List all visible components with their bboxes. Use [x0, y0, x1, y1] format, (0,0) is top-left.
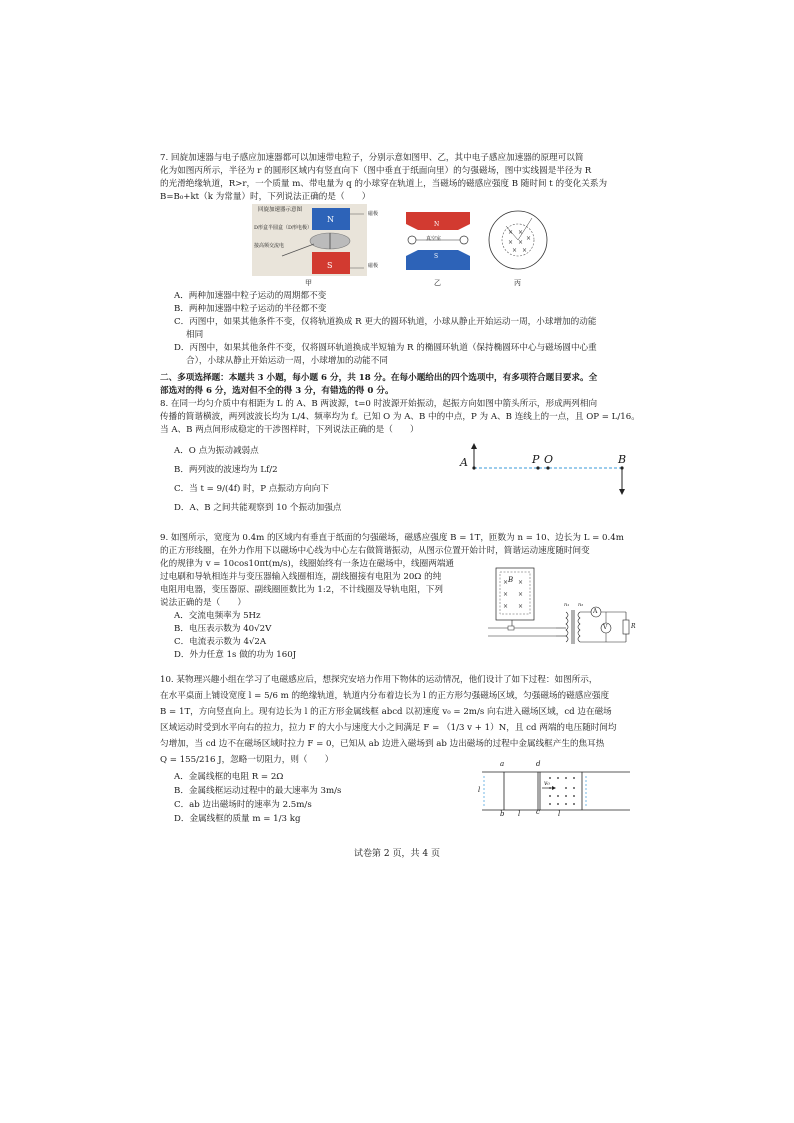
q8-wave-figure [458, 440, 638, 500]
yi-label-vacuum: 真空室 [426, 236, 442, 242]
q10-label-l-field: l [558, 810, 561, 818]
q9-line: 电阻用电器，变压器原、副线圈匝数比为 1:2，不计线圈及导轨电阻，下列 [160, 585, 443, 595]
q9-line: 化的规律为 v = 10cos10πt(m/s)，线圈始终有一条边在磁场中，线圈两端通 [160, 559, 455, 569]
q8-label-O: O [544, 453, 554, 466]
question-10-stem [160, 672, 617, 768]
q9-line: 的正方形线圈，在外力作用下以磁场中心线为中心左右做简谐振动，从图示位置开始计时，简谐运动速度随时间变 [160, 546, 590, 556]
q9-option-b: B．电压表示数为 40√2V [174, 624, 272, 634]
q10-label-a: a [500, 760, 505, 768]
q9-line: 过电刷和导轨相连并与变压器输入线圈相连，副线圈接有电阻为 20Ω 的纯 [160, 572, 442, 582]
q10-line: 10. 某物理兴趣小组在学习了电磁感应后，想探究安培力作用下物体的运动情况，他们设计了如下过程：如图所示， [160, 675, 598, 685]
page-footer: 试卷第 2 页，共 4 页 [354, 849, 440, 859]
q7-line: 的光滑绝缘轨道，R>r，一个质量 m、带电量为 q 的小球穿在轨道上，当磁场的磁感应强度 B 随时间 t 的变化关系为 [160, 179, 608, 189]
jia-label-pole-bottom: 磁极 [368, 263, 379, 269]
q7-line: 化为如图丙所示，半径为 r 的圆形区域内有竖直向下（图中垂直于纸面向里）的匀强磁场，图中实线圆是半径为 R [160, 166, 592, 176]
q8-option-d: D．A、B 之间共能观察到 10 个振动加强点 [174, 503, 342, 513]
svg-text:×: × [518, 603, 524, 610]
q7-option-d-cont: 合），小球从静止开始运动一周，小球增加的动能不同 [186, 356, 388, 366]
section-2-header [160, 372, 597, 398]
q10-line: Q = 155/216 J，忽略一切阻力，则（ ） [160, 755, 334, 765]
q7-line: 7. 回旋加速器与电子感应加速器都可以加速带电粒子，分别示意如图甲、乙，其中电子感应加速器的原理可以简 [160, 153, 584, 163]
svg-text:×: × [512, 247, 518, 254]
question-7-stem [160, 152, 607, 204]
svg-text:N: N [434, 221, 440, 228]
jia-label-d-box: D形盒半圆盒（D形电极） [254, 225, 313, 231]
caption-bing: 丙 [514, 279, 521, 287]
q9-option-d: D．外力任意 1s 做的功为 160J [174, 650, 297, 660]
q10-line: 匀增加，当 cd 边不在磁场区域时拉力 F = 0，已知从 ab 边进入磁场到 ab 边出磁场的过程中金属线框产生的焦耳热 [160, 739, 605, 749]
svg-text:×: × [508, 229, 514, 236]
q10-label-c: c [536, 808, 540, 816]
svg-text:×: × [518, 239, 524, 246]
q7-option-a: A．两种加速器中粒子运动的周期都不变 [174, 291, 327, 301]
q9-option-c: C．电流表示数为 4√2A [174, 637, 267, 647]
q8-option-c: C．当 t = 9/(4f) 时，P 点振动方向向下 [174, 484, 329, 494]
q9-option-a: A．交流电频率为 5Hz [174, 611, 261, 621]
q9-circuit-figure [486, 562, 636, 652]
jia-label-ac: 接高频交流电 [254, 243, 285, 249]
q9-label-n2: n₂ [578, 602, 584, 608]
q8-line: 当 A、B 两点间形成稳定的干涉图样时，下列说法正确的是（ ） [160, 425, 419, 435]
svg-text:N: N [327, 215, 334, 224]
q7-line: B=B₀+kt（k 为常量）时，下列说法正确的是（ ） [160, 192, 371, 202]
q10-label-l-width: l [478, 786, 481, 794]
q9-label-ammeter: A [593, 608, 598, 615]
section-2-line: 部选对的得 6 分，选对但不全的得 3 分，有错选的得 0 分。 [160, 386, 394, 396]
q8-option-a: A．O 点为振动减弱点 [174, 446, 259, 456]
svg-text:S: S [434, 253, 439, 260]
q8-option-b: B．两列波的波速均为 Lf/2 [174, 465, 278, 475]
question-10-options [174, 770, 341, 826]
figure-bing-field [486, 208, 550, 272]
jia-title: 回旋加速器示意图 [258, 207, 303, 213]
q7-option-b: B．两种加速器中粒子运动的半径都不变 [174, 304, 327, 314]
q10-label-l-gap: l [518, 810, 521, 818]
q9-label-voltmeter: V [603, 624, 608, 631]
q10-line: B = 1T，方向竖直向上。现有边长为 l 的正方形金属线框 abcd 以初速度 v₀ = 2m/s 向右进入磁场区域，cd 边在磁场 [160, 707, 612, 717]
svg-text:×: × [522, 247, 528, 254]
svg-text:×: × [518, 579, 524, 586]
q7-option-d: D．丙图中，如果其他条件不变，仅将圆环轨道换成半短轴为 R 的椭圆环轨道（保持椭圆环中心与磁场圆中心重 [174, 343, 597, 353]
jia-label-pole-top: 磁极 [368, 211, 379, 217]
figure-jia-cyclotron [252, 204, 367, 276]
question-9-options [174, 610, 296, 662]
q9-line: 说法正确的是（ ） [160, 598, 246, 608]
q10-option-b: B．金属线框运动过程中的最大速率为 3m/s [174, 786, 342, 796]
q10-option-a: A．金属线框的电阻 R = 2Ω [174, 772, 284, 782]
q9-label-R: R [631, 623, 636, 630]
q10-line: 区域运动时受到水平向右的拉力，拉力 F 的大小与速度大小之间满足 F = （1/3 v + 1）N，且 cd 两端的电压随时间均 [160, 723, 617, 733]
q9-label-n1: n₁ [564, 602, 570, 608]
q9-line: 9. 如图所示，宽度为 0.4m 的区域内有垂直于纸面的匀强磁场，磁感应强度 B = 1T，匝数为 n = 10、边长为 L = 0.4m [160, 533, 624, 543]
q8-label-B: B [618, 453, 627, 466]
q8-label-A: A [460, 456, 468, 469]
q10-line: 在水平桌面上铺设宽度 l = 5/6 m 的绝缘轨道，轨道内分布着边长为 l 的正方形匀强磁场区域，匀强磁场的磁感应强度 [160, 691, 610, 701]
caption-jia: 甲 [305, 279, 312, 287]
q10-label-b: b [500, 810, 505, 818]
svg-text:×: × [503, 591, 509, 598]
figure-yi-betatron [404, 210, 472, 272]
question-8-stem [160, 398, 640, 437]
q8-line: 传播的简谐横波，两列波波长均为 L/4、频率均为 f。已知 O 为 A、B 中的中点，P 为 A、B 连线上的一点，且 OP = L/16。 [160, 412, 640, 422]
q9-label-B: B [508, 576, 514, 584]
q10-track-figure [470, 760, 632, 820]
q10-option-d: D．金属线框的质量 m = 1/3 kg [174, 814, 301, 824]
caption-yi: 乙 [434, 279, 441, 287]
question-8-options [174, 442, 341, 518]
svg-text:×: × [508, 239, 514, 246]
q10-option-c: C．ab 边出磁场时的速率为 2.5m/s [174, 800, 312, 810]
svg-text:×: × [518, 591, 524, 598]
svg-text:×: × [518, 229, 524, 236]
svg-text:×: × [503, 579, 509, 586]
section-2-line: 二、多项选择题：本题共 3 小题，每小题 6 分，共 18 分。在每小题给出的四个选项中，有多项符合题目要求。全 [160, 373, 598, 383]
q8-label-P: P [532, 453, 540, 466]
q7-option-c: C．丙图中，如果其他条件不变，仅将轨道换成 R 更大的圆环轨道，小球从静止开始运动一周，小球增加的动能 [174, 317, 597, 327]
q8-line: 8. 在同一均匀介质中有相距为 L 的 A、B 两波源，t=0 时波源开始振动，起振方向如图中箭头所示，形成两列相向 [160, 399, 598, 409]
question-7-options [174, 290, 597, 368]
q10-label-d: d [536, 760, 541, 768]
q7-option-c-cont: 相同 [186, 330, 204, 340]
svg-text:S: S [327, 261, 333, 270]
svg-text:×: × [503, 603, 509, 610]
q10-label-v0: v₀ [544, 780, 550, 787]
svg-text:×: × [526, 235, 532, 242]
